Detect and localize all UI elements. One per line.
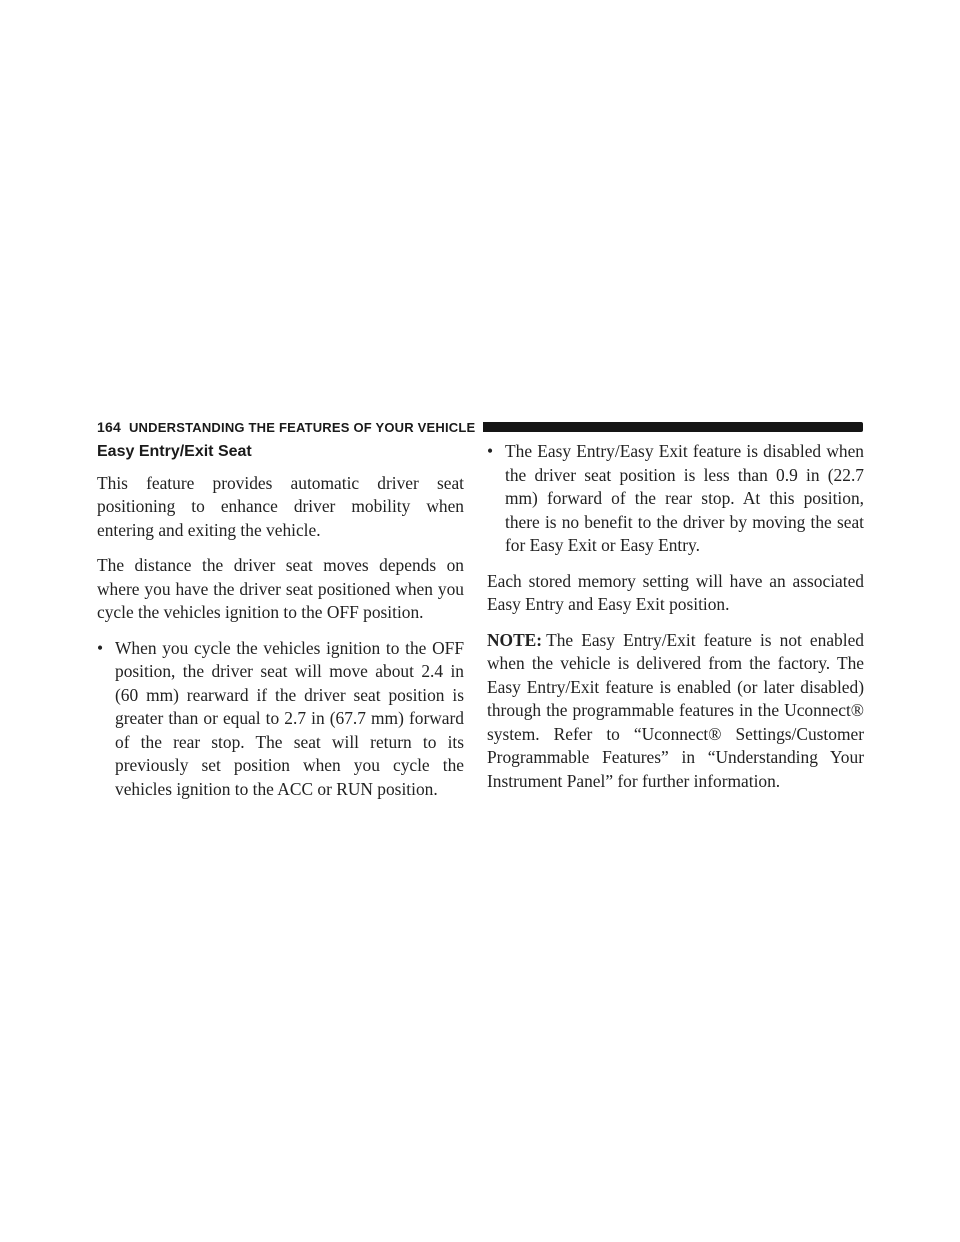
page-header <box>97 416 863 438</box>
list-item-text: The Easy Entry/Easy Exit feature is disabled when the driver seat position is less than 0.9 in (22.7 mm) forward of the rear stop. At this position, there is no benefit to the driver by moving the seat for Easy Exit or Easy Entry. <box>505 441 864 555</box>
page-number: 164 <box>97 419 121 435</box>
list-item <box>97 637 464 802</box>
right-column <box>487 440 864 805</box>
section-title: UNDERSTANDING THE FEATURES OF YOUR VEHICLE <box>128 419 476 435</box>
note-label: NOTE: <box>487 629 543 650</box>
list-item <box>487 440 864 558</box>
bullet-icon: • <box>487 441 494 461</box>
bullet-icon: • <box>97 637 104 658</box>
note-paragraph <box>487 629 864 794</box>
note-text: The Easy Entry/Exit feature is not enabled when the vehicle is delivered from the factory. The Easy Entry/Exit feature is enabled (or later disabled) through the programmable features in the Uconnect® system. Refer to “Uconnect® Settings/Customer Programmable Features” in “Understanding Your Instrument Panel” for further information. <box>487 629 864 791</box>
paragraph-intro: This feature provides automatic driver seat positioning to enhance driver mobility when entering and exiting the vehicle. <box>97 472 464 540</box>
paragraph-memory: Each stored memory setting will have an associated Easy Entry and Easy Exit position. <box>487 570 864 614</box>
header-bar <box>483 422 863 432</box>
list-item-text: When you cycle the vehicles ignition to the OFF position, the driver seat will move about 2.4 in (60 mm) rearward if the driver seat position is greater than or equal to 2.7 in (67.7 mm) forward of the rear stop. The seat will return to its previously set position when you cycle the vehicles ignition to the ACC or RUN position. <box>115 637 464 799</box>
paragraph-distance: The distance the driver seat moves depends on where you have the driver seat positioned when you cycle the vehicles ignition to the OFF position. <box>97 555 464 622</box>
left-column <box>97 440 464 813</box>
section-heading: Easy Entry/Exit Seat <box>97 443 252 460</box>
